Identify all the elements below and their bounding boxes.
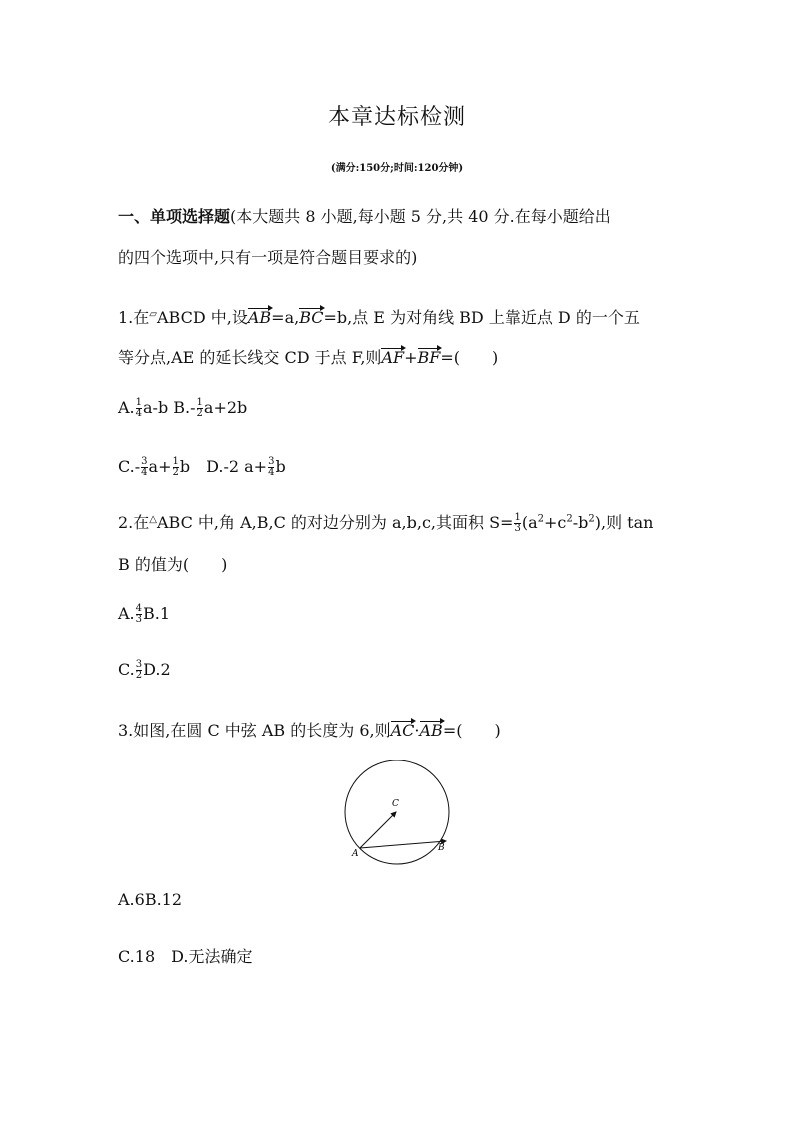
exponent: 2 — [566, 513, 573, 525]
numerator: 1 — [172, 456, 179, 467]
label-a: A — [352, 849, 359, 859]
q2-text: (a — [521, 513, 538, 532]
q2-text: ABC 中,角 A,B,C 的对边分别为 a,b,c,其面积 S= — [156, 513, 514, 532]
circle-diagram — [340, 760, 460, 870]
fraction — [197, 398, 203, 419]
vector-ac-arrow — [360, 812, 396, 848]
q1-text: ABCD 中,设 — [156, 308, 248, 327]
numerator: 4 — [135, 603, 143, 614]
triangle-icon: △ — [149, 514, 157, 525]
option-text: a+ — [148, 457, 172, 476]
score-info: (满分:150分;时间:120分钟) — [330, 163, 464, 174]
label-b: B — [438, 843, 445, 853]
question-1-line-1 — [118, 305, 640, 328]
fraction — [141, 457, 147, 478]
option-text: B.1 — [143, 604, 171, 623]
dot-product: · — [414, 721, 420, 740]
option-text: b D.-2 a+ — [179, 457, 268, 476]
option-text: a+2b — [203, 398, 248, 417]
q1-text: 等分点,AE 的延长线交 CD 于点 F,则 — [118, 348, 382, 367]
vector-ab: AB — [419, 721, 443, 740]
q2-text: -b — [572, 513, 589, 532]
denominator: 4 — [268, 467, 275, 478]
q3-text: 3.如图,在圆 C 中弦 AB 的长度为 6,则 — [118, 721, 391, 740]
section-heading-line — [118, 204, 611, 227]
q2-text: +c — [543, 513, 567, 532]
fraction — [173, 457, 179, 478]
q1-text: =( ) — [440, 348, 499, 367]
plus-sign: + — [404, 348, 418, 367]
q1-text: =a, — [271, 308, 300, 327]
fraction — [136, 398, 142, 419]
numerator: 1 — [196, 397, 203, 408]
vector-ac: AC — [390, 721, 415, 740]
q1-text: =b,点 E 为对角线 BD 上靠近点 D 的一个五 — [323, 308, 640, 327]
question-3-options-ab: A.6B.12 — [118, 890, 183, 909]
exponent: 2 — [588, 513, 595, 525]
denominator: 3 — [135, 614, 143, 625]
q2-text: 2.在 — [118, 513, 150, 532]
fraction — [268, 457, 274, 478]
question-2-line-1 — [118, 510, 653, 534]
q2-text: ),则 tan — [594, 513, 654, 532]
option-text: b — [275, 457, 286, 476]
option-label: C.- — [118, 457, 141, 476]
vector-ab-arrow — [360, 841, 446, 848]
numerator: 1 — [514, 512, 521, 523]
numerator: 3 — [135, 659, 143, 670]
vector-bf: BF — [417, 348, 441, 367]
question-2-options-cd — [118, 660, 171, 681]
fraction — [136, 604, 142, 625]
denominator: 2 — [196, 408, 203, 419]
option-label: A. — [118, 604, 135, 623]
section-heading: 一、单项选择题 — [118, 207, 231, 226]
question-2-options-ab — [118, 604, 170, 625]
fraction — [136, 660, 142, 681]
denominator: 2 — [172, 467, 179, 478]
section-description-line-2: 的四个选项中,只有一项是符合题目要求的) — [118, 248, 418, 267]
denominator: 4 — [135, 408, 143, 419]
q3-text: =( ) — [442, 721, 501, 740]
numerator: 3 — [268, 456, 275, 467]
circle-figure — [340, 760, 460, 874]
fraction — [514, 513, 520, 534]
label-c: C — [392, 799, 399, 809]
question-3-options-cd: C.18 D.无法确定 — [118, 947, 253, 966]
option-label: A. — [118, 398, 135, 417]
question-3-line-1 — [118, 718, 501, 741]
question-1-options-cd — [118, 454, 286, 478]
q1-text: 1.在 — [118, 308, 150, 327]
option-text: D.2 — [143, 660, 171, 679]
numerator: 1 — [135, 397, 143, 408]
page-title: 本章达标检测 — [327, 105, 466, 130]
question-2-line-2: B 的值为( ) — [118, 555, 228, 574]
denominator: 2 — [135, 670, 143, 681]
vector-bc: BC — [299, 308, 324, 327]
parallelogram-icon: ▱ — [149, 309, 157, 320]
option-text: a-b B.- — [143, 398, 196, 417]
section-description-1: (本大题共 8 小题,每小题 5 分,共 40 分.在每小题给出 — [230, 207, 611, 226]
numerator: 3 — [141, 456, 148, 467]
vector-af: AF — [381, 348, 405, 367]
vector-ab: AB — [247, 308, 272, 327]
question-1-line-2 — [118, 345, 498, 368]
denominator: 4 — [141, 467, 148, 478]
option-label: C. — [118, 660, 135, 679]
denominator: 3 — [514, 523, 521, 534]
question-1-options-ab — [118, 398, 247, 419]
exponent: 2 — [537, 513, 544, 525]
